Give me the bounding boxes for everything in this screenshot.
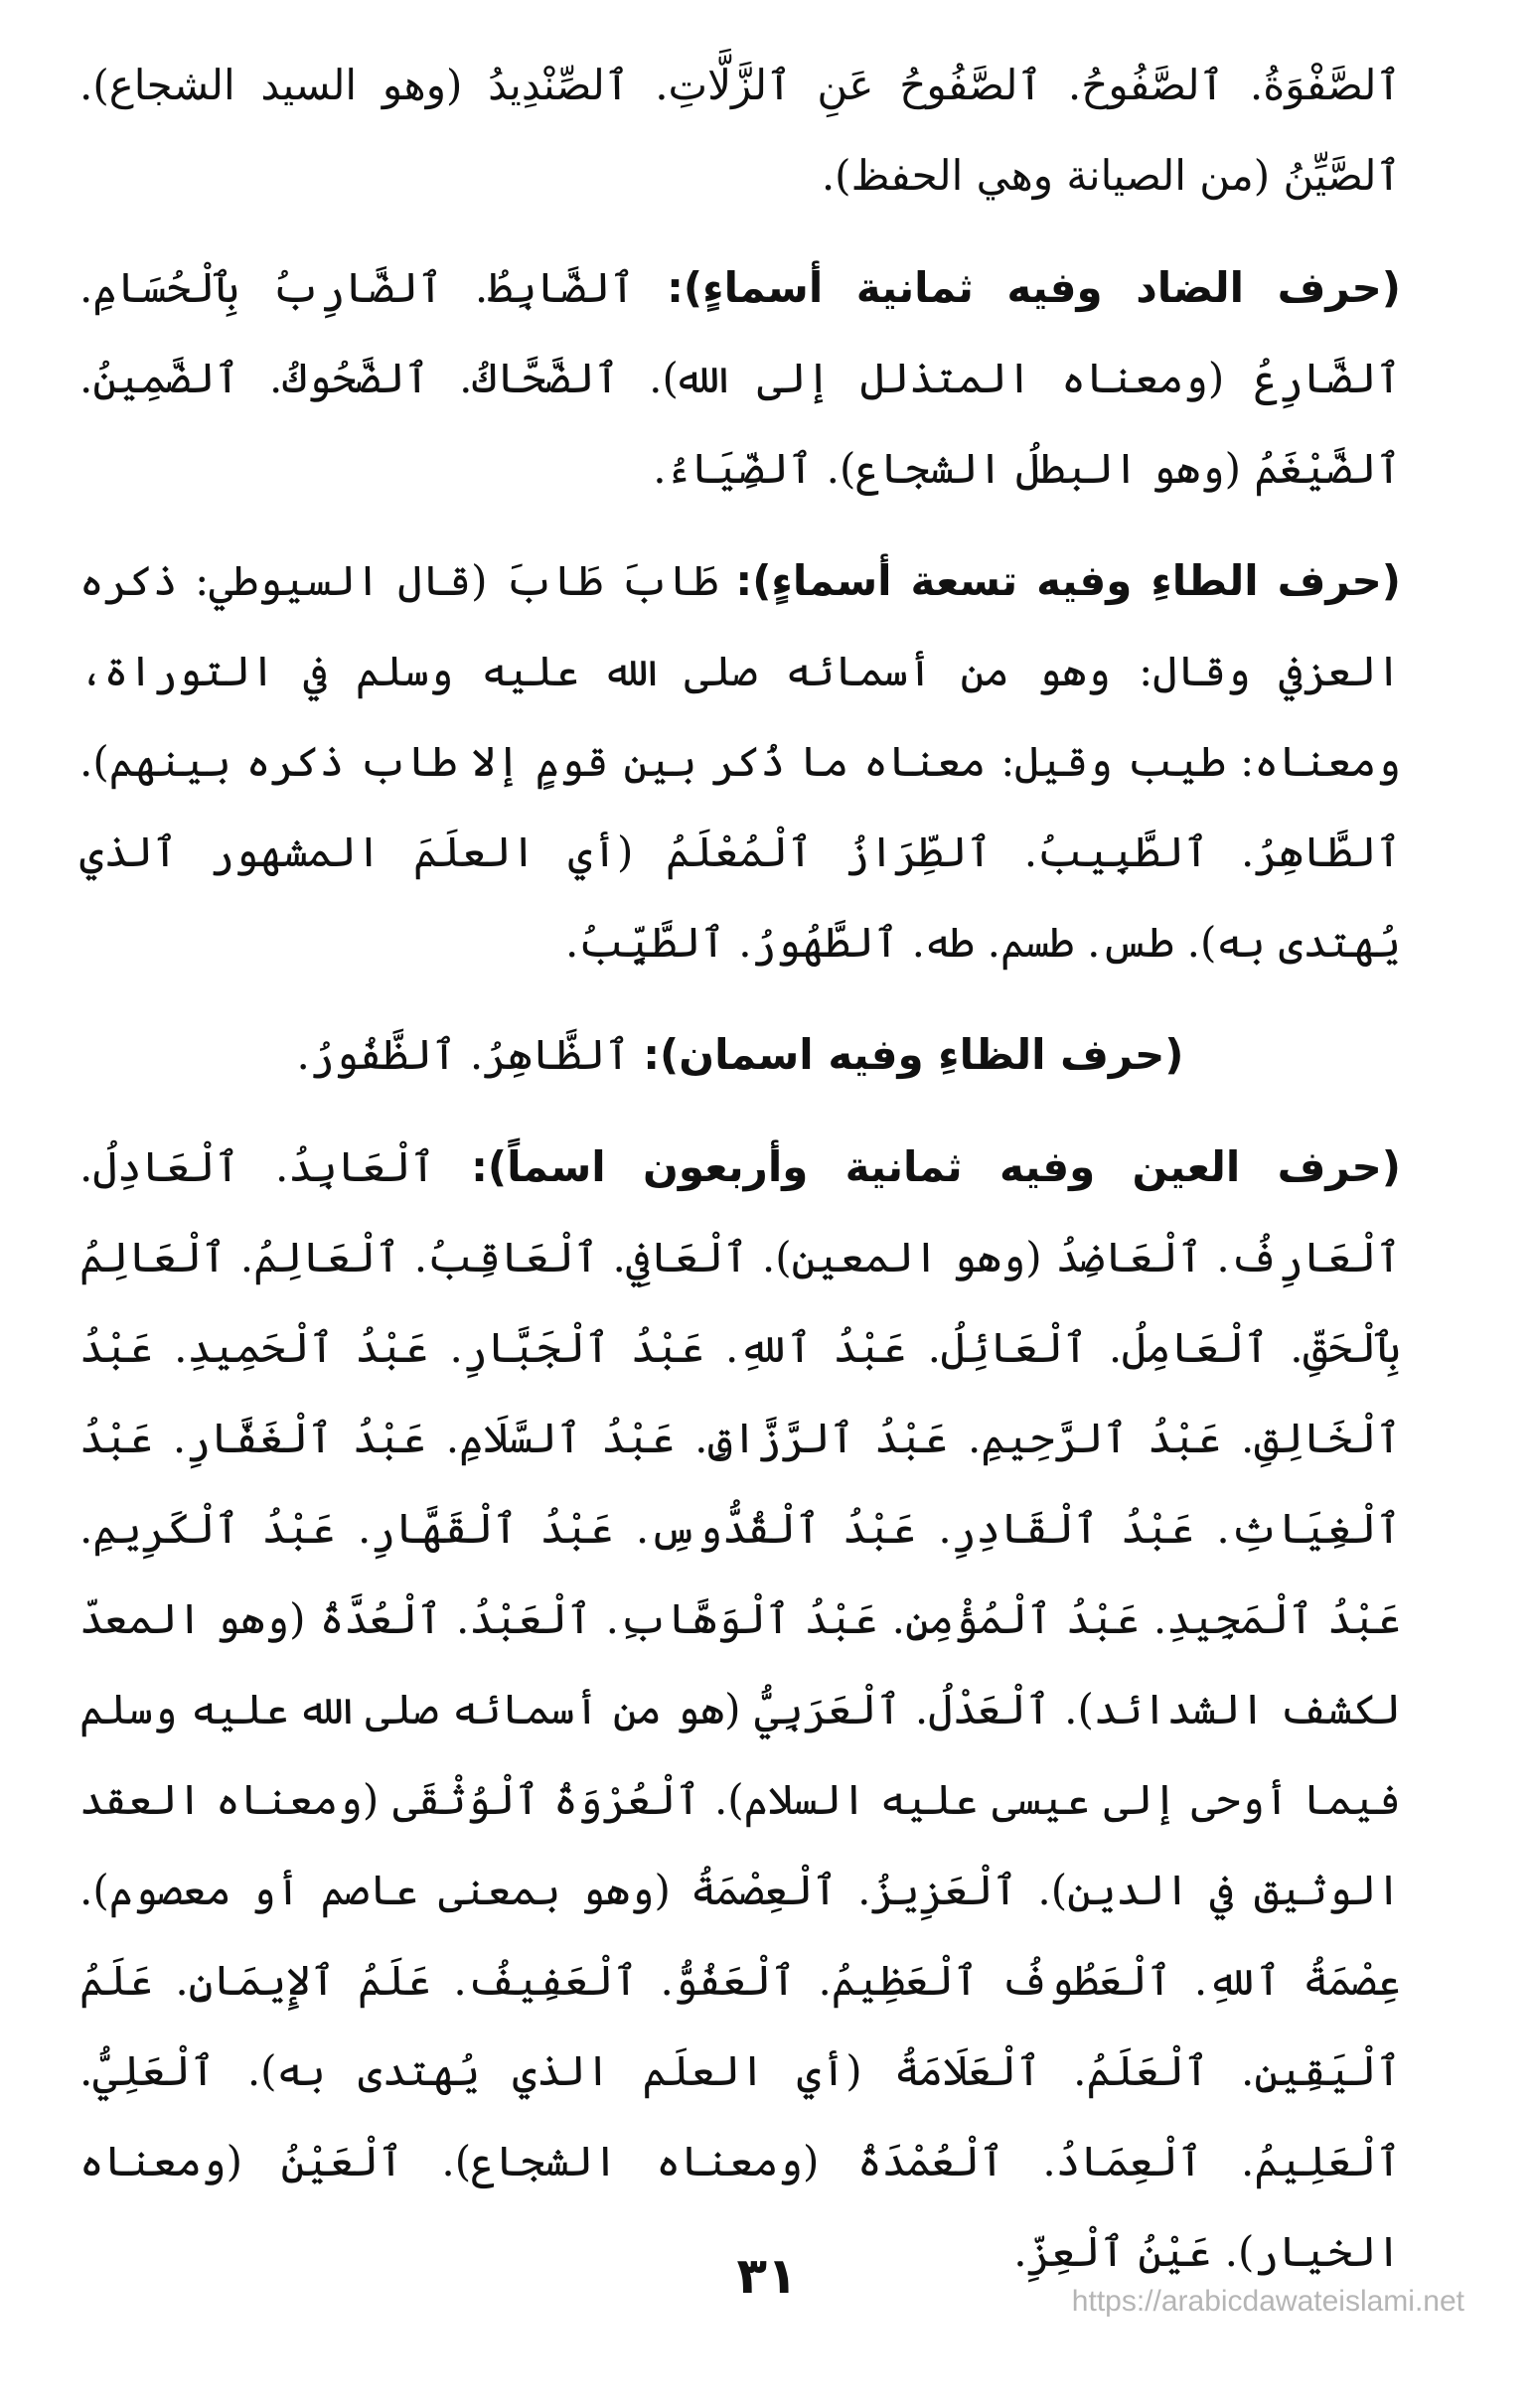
section-heading-ain: (حرف العين وفيه ثمانية وأربعون اسماً): [471,1142,1401,1191]
section-heading-dad: (حرف الضاد وفيه ثمانية أسماءٍ): [667,263,1402,312]
page-number: ٣١ [736,2247,798,2305]
paragraph-text: ٱلضَّابِطُ. ٱلضَّارِبُ بِٱلْحُسَامِ. ٱلضَّارِعُ (ومعناه المتذلل إلى الله). ٱلضَّحَّاكُ. ٱلضَّحُوكُ. ٱلضَّمِينُ. ٱلضَّيْغَمُ (وهو البطلُ الشجاع). ٱلضِّيَاءُ. [79,263,1401,493]
paragraph-za-section [79,1009,1401,1100]
watermark-url: https://arabicdawateislami.net [1071,2285,1464,2318]
section-heading-za: (حرف الظاءِ وفيه اسمان): [643,1030,1184,1079]
paragraph-text: ٱلظَّاهِرُ. ٱلظَّفُورُ. [296,1030,630,1079]
paragraph-ta-section [79,535,1401,987]
paragraph-text: طَابَ طَابَ (قال السيوطي: ذكره العزفي وقال: وهو من أسمائه صلى الله عليه وسلم في التوراة، ومعناه: طيب وقيل: معناه ما ذُكر بين قومٍ إلا طاب ذكره بينهم). ٱلطَّاهِرُ. ٱلطَّبِيبُ. ٱلطِّرَازُ ٱلْمُعْلَمُ (أي العلَمَ المشهور ٱلذي يُهتدى به). طس. طسم. طه. ٱلطَّهُورُ. ٱلطَّيِّبُ. [79,556,1401,967]
page-body [79,40,1401,2319]
paragraph-ain-section [79,1122,1401,2297]
paragraph-text: ٱلْعَابِدُ. ٱلْعَادِلُ. ٱلْعَارِفُ. ٱلْعَاضِدُ (وهو المعين). ٱلْعَافِي. ٱلْعَاقِبُ. ٱلْعَالِمُ. ٱلْعَالِمُ بِٱلْحَقِّ. ٱلْعَامِلُ. ٱلْعَائِلُ. عَبْدُ ٱللهِ. عَبْدُ ٱلْجَبَّارِ. عَبْدُ ٱلْحَمِيدِ. عَبْدُ ٱلْخَالِقِ. عَبْدُ ٱلرَّحِيمِ. عَبْدُ ٱلرَّزَّاقِ. عَبْدُ ٱلسَّلَامِ. عَبْدُ ٱلْغَفَّارِ. عَبْدُ ٱلْغِيَاثِ. عَبْدُ ٱلْقَادِرِ. عَبْدُ ٱلْقُدُّوسِ. عَبْدُ ٱلْقَهَّارِ. عَبْدُ ٱلْكَرِيمِ. عَبْدُ ٱلْمَجِيدِ. عَبْدُ ٱلْمُؤْمِنِ. عَبْدُ ٱلْوَهَّابِ. ٱلْعَبْدُ. ٱلْعُدَّةُ (وهو المعدّ لكشف الشدائد). ٱلْعَدْلُ. ٱلْعَرَبِيُّ (هو من أسمائه صلى الله عليه وسلم فيما أوحى إلى عيسى عليه السلام). ٱلْعُرْوَةُ ٱلْوُثْقَى (ومعناه العقد الوثيق في الدين). ٱلْعَزِيزُ. ٱلْعِصْمَةُ (وهو بمعنى عاصم أو معصوم). عِصْمَةُ ٱللهِ. ٱلْعَطُوفُ ٱلْعَظِيمُ. ٱلْعَفُوُّ. ٱلْعَفِيفُ. عَلَمُ ٱلإِيمَانِ. عَلَمُ ٱلْيَقِينِ. ٱلْعَلَمُ. ٱلْعَلَامَةُ (أي العلَم الذي يُهتدى به). ٱلْعَلِيُّ. ٱلْعَلِيمُ. ٱلْعِمَادُ. ٱلْعُمْدَةُ (ومعناه الشجاع). ٱلْعَيْنُ (ومعناه الخيار). عَيْنُ ٱلْعِزِّ. [79,1142,1401,2276]
section-heading-ta: (حرف الطاءِ وفيه تسعة أسماءٍ): [735,556,1401,605]
paragraph-sad-names [79,40,1401,221]
paragraph-dad-section [79,242,1401,514]
paragraph-text: ٱلصَّفْوَةُ. ٱلصَّفُوحُ. ٱلصَّفُوحُ عَنِ ٱلزَّلَّاتِ. ٱلصِّنْدِيدُ (وهو السيد الشجاع). ٱلصَّيِّنُ (من الصيانة وهي الحفظ). [79,61,1401,200]
